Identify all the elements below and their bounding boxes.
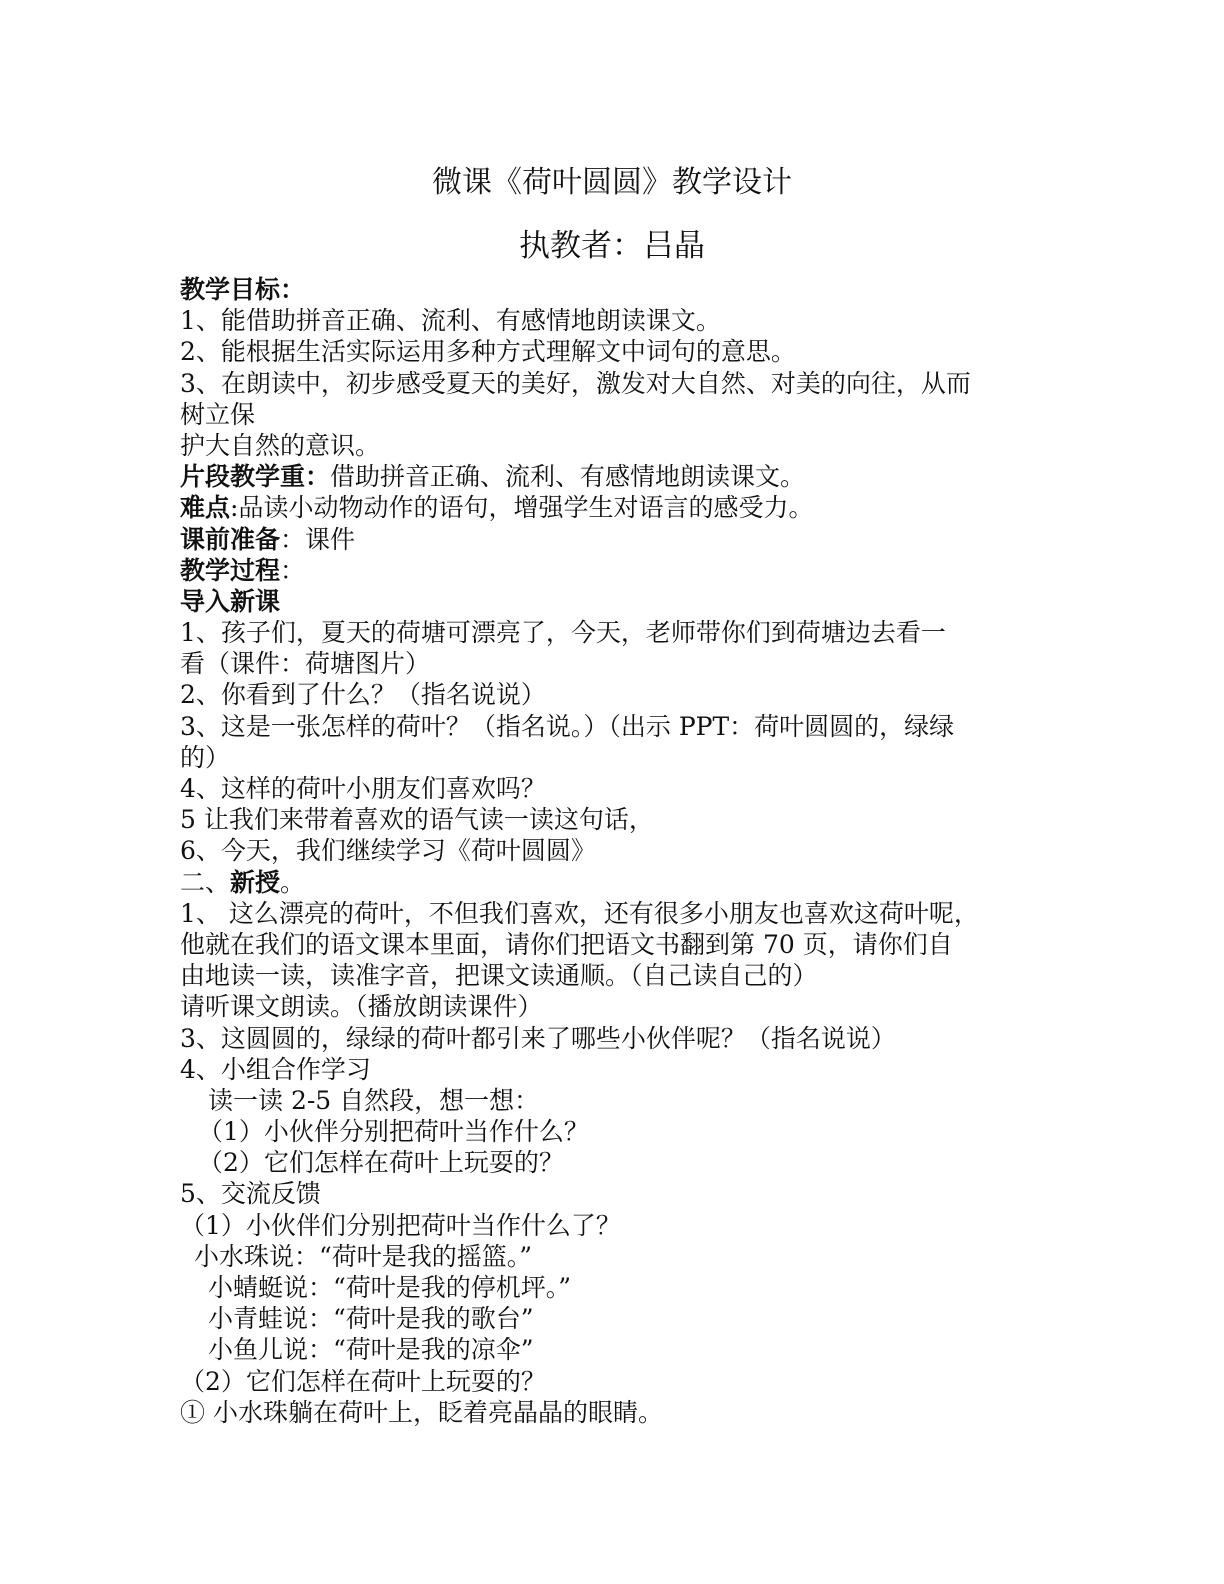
line-text: 4、小组合作学习: [180, 1054, 371, 1084]
line-text: 4、这样的荷叶小朋友们喜欢吗？: [180, 774, 546, 803]
line-text: 3、这是一张怎样的荷叶？（指名说。）（出示 PPT：荷叶圆圆的，绿绿: [180, 711, 955, 741]
text-line: [180, 929, 1050, 960]
text-line: [180, 336, 1050, 367]
line-text: （1）小伙伴分别把荷叶当作什么？: [198, 1117, 589, 1147]
line-text: （1）小伙伴们分别把荷叶当作什么了？: [180, 1210, 621, 1240]
line-text: 1、 这么漂亮的荷叶，不但我们喜欢，还有很多小朋友也喜欢这荷叶呢，: [180, 898, 979, 928]
line-text: 6、今天，我们继续学习《荷叶圆圆》: [180, 836, 596, 866]
line-text: 1、孩子们，夏天的荷塘可漂亮了，今天，老师带你们到荷塘边去看一: [180, 618, 946, 648]
line-text: ：: [280, 555, 306, 585]
line-text: :品读小动物动作的语句，增强学生对语言的感受力。: [230, 493, 814, 523]
line-text: ① 小水珠躺在荷叶上，眨着亮晶晶的眼睛。: [180, 1397, 663, 1427]
text-line: [180, 1210, 1050, 1241]
teacher-line: 执教者：吕晶: [519, 228, 705, 264]
line-text: 小青蛙说：“荷叶是我的歌台”: [208, 1304, 534, 1334]
line-label: 新授: [230, 867, 281, 897]
text-line: [180, 867, 1050, 898]
text-line: [180, 1241, 1050, 1272]
text-line: [180, 1023, 1050, 1054]
text-line: [180, 835, 1050, 866]
text-line: [180, 648, 1050, 679]
line-label: 教学目标：: [180, 275, 306, 304]
text-line: [180, 1272, 1050, 1303]
line-text: 看（课件：荷塘图片）: [180, 649, 431, 679]
text-line: [180, 1303, 1050, 1334]
text-line: [180, 1334, 1050, 1365]
text-line: [180, 773, 1050, 804]
line-label: 难点: [180, 493, 231, 523]
text-line: [180, 1178, 1050, 1209]
line-text: 。: [280, 867, 306, 897]
line-text: 读一读 2-5 自然段，想一想：: [208, 1085, 540, 1115]
line-label: 导入新课: [180, 586, 281, 616]
line-label: 片段教学重：: [180, 462, 331, 492]
text-line: [180, 586, 1050, 617]
text-line: [180, 1397, 1050, 1428]
text-line: [180, 1116, 1050, 1147]
text-line: [180, 555, 1050, 586]
line-label: 教学过程: [180, 555, 281, 585]
document-body: [180, 274, 1050, 1428]
line-text: 他就在我们的语文课本里面，请你们把语文书翻到第 70 页，请你们自: [180, 929, 953, 959]
line-text: 3、在朗读中，初步感受夏天的美好，激发对大自然、对美的向往，从而: [180, 368, 971, 398]
line-text: 护大自然的意识。: [180, 430, 381, 460]
text-line: [180, 1085, 1050, 1116]
line-prefix: 二、: [180, 867, 231, 897]
line-text: 小水珠说：“荷叶是我的摇篮。”: [194, 1241, 533, 1271]
text-line: [180, 305, 1050, 336]
text-line: [180, 461, 1050, 492]
text-line: [180, 960, 1050, 991]
text-line: [180, 274, 1050, 305]
text-line: [180, 898, 1050, 929]
line-text: 由地读一读，读准字音，把课文读通顺。（自己读自己的）: [180, 961, 818, 991]
line-text: 的）: [180, 742, 231, 772]
text-line: [180, 617, 1050, 648]
line-text: 2、能根据生活实际运用多种方式理解文中词句的意思。: [180, 337, 796, 367]
line-text: 树立保: [180, 399, 256, 429]
text-line: [180, 804, 1050, 835]
line-text: 2、你看到了什么？（指名说说）: [180, 680, 546, 710]
text-line: [180, 524, 1050, 555]
text-line: [180, 742, 1050, 773]
document-title: 微课《荷叶圆圆》教学设计: [432, 165, 792, 200]
text-line: [180, 492, 1050, 523]
text-line: [180, 1147, 1050, 1178]
line-text: （2）它们怎样在荷叶上玩耍的？: [198, 1148, 564, 1178]
line-text: 小蜻蜓说：“荷叶是我的停机坪。”: [208, 1273, 572, 1302]
line-text: 5、交流反馈: [180, 1179, 321, 1209]
line-text: 借助拼音正确、流利、有感情地朗读课文。: [330, 462, 806, 492]
line-text: 3、这圆圆的，绿绿的荷叶都引来了哪些小伙伴呢？（指名说说）: [180, 1023, 896, 1053]
line-text: 请听课文朗读。（播放朗读课件）: [180, 992, 543, 1022]
line-text: 5 让我们来带着喜欢的语气读一读这句话，: [180, 805, 654, 835]
line-text: 1、能借助拼音正确、流利、有感情地朗读课文。: [180, 306, 721, 336]
text-line: [180, 430, 1050, 461]
line-text: 小鱼儿说：“荷叶是我的凉伞”: [208, 1335, 534, 1365]
text-line: [180, 399, 1050, 430]
text-line: [180, 1054, 1050, 1085]
line-text: （2）它们怎样在荷叶上玩耍的？: [180, 1366, 546, 1396]
text-line: [180, 368, 1050, 399]
text-line: [180, 991, 1050, 1022]
line-label: 课前准备: [180, 524, 281, 554]
text-line: [180, 1366, 1050, 1397]
line-text: ：课件: [280, 524, 356, 554]
text-line: [180, 679, 1050, 710]
text-line: [180, 711, 1050, 742]
